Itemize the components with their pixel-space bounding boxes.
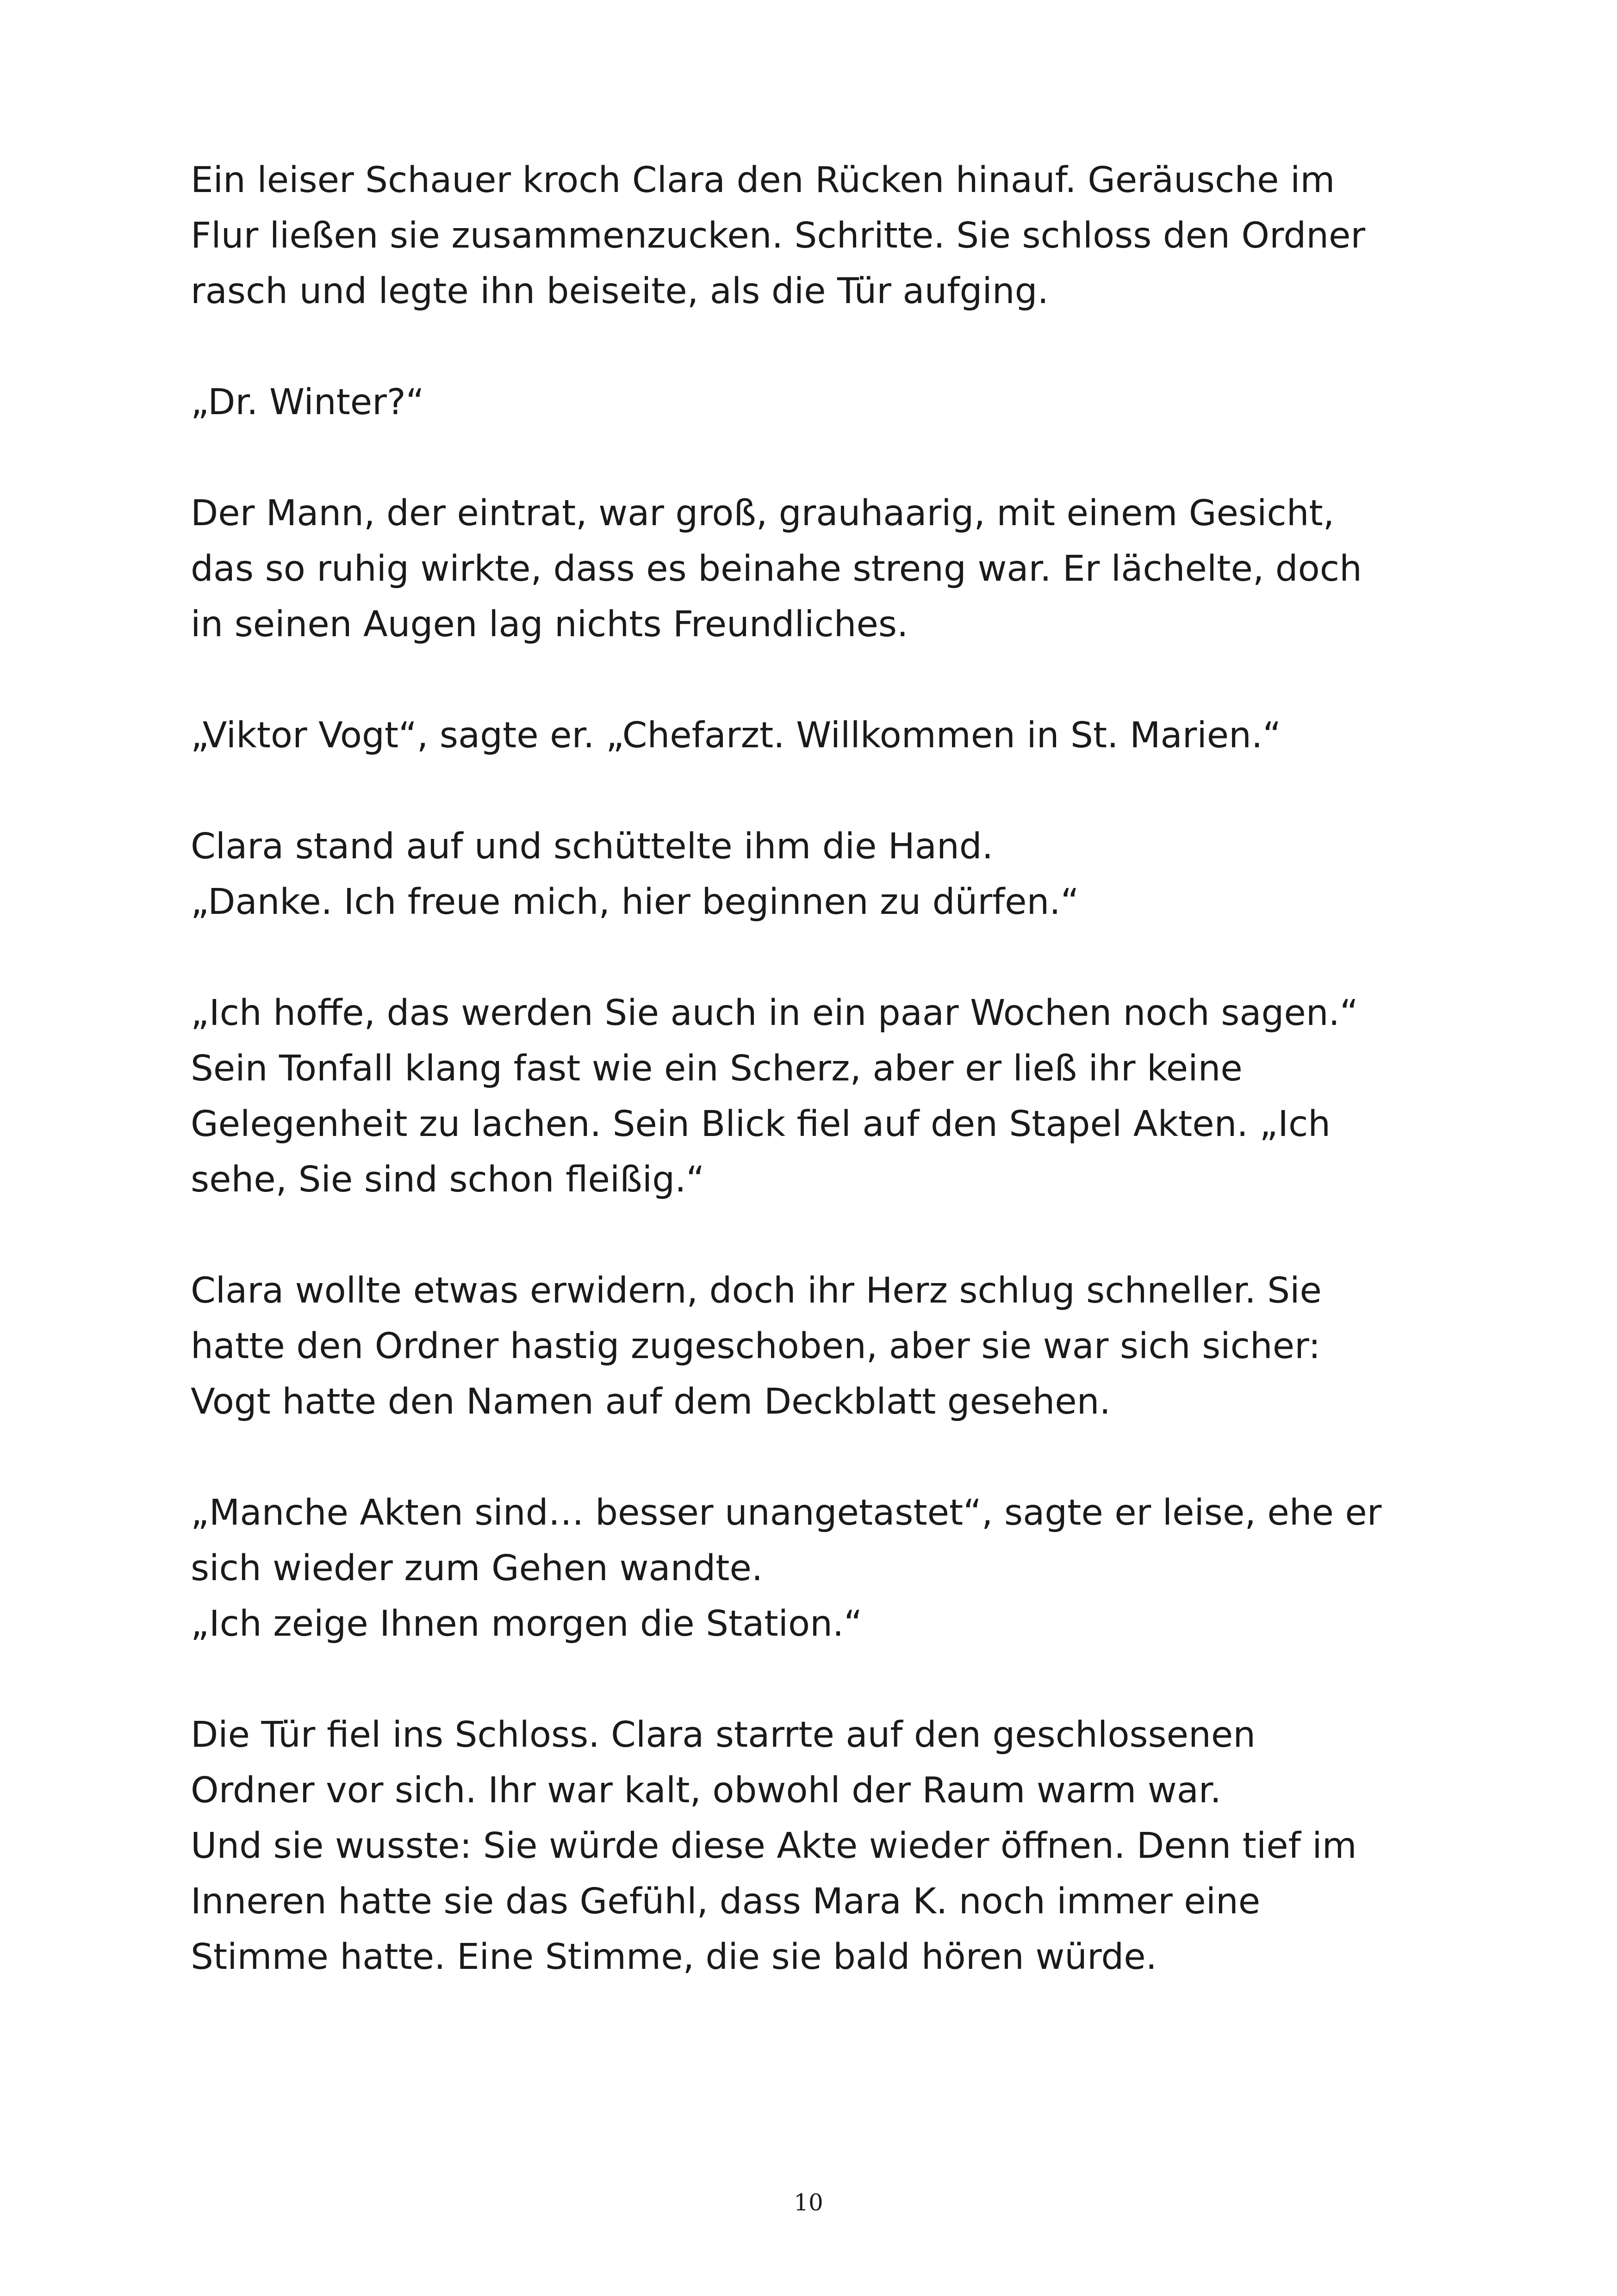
- text-line: Vogt hatte den Namen auf dem Deckblatt gesehen.: [191, 1381, 1111, 1422]
- text-line: „Ich hoffe, das werden Sie auch in ein paar Wochen noch sagen.“: [191, 993, 1358, 1034]
- paragraph: [191, 153, 1440, 319]
- text-line: „Ich zeige Ihnen morgen die Station.“: [191, 1603, 863, 1644]
- text-line: Stimme hatte. Eine Stimme, die sie bald hören würde.: [191, 1936, 1157, 1978]
- text-line: Sein Tonfall klang fast wie ein Scherz, aber er ließ ihr keine: [191, 1048, 1243, 1089]
- text-line: rasch und legte ihn beiseite, als die Tür aufging.: [191, 271, 1049, 312]
- text-line: „Manche Akten sind… besser unangetastet“, sagte er leise, ehe er: [191, 1492, 1382, 1533]
- text-line: „Viktor Vogt“, sagte er. „Chefarzt. Willkommen in St. Marien.“: [191, 715, 1281, 756]
- text-line: Ein leiser Schauer kroch Clara den Rücken hinauf. Geräusche im: [191, 160, 1335, 201]
- text-line: das so ruhig wirkte, dass es beinahe streng war. Er lächelte, doch: [191, 548, 1362, 590]
- paragraph: [191, 1263, 1440, 1430]
- text-line: in seinen Augen lag nichts Freundliches.: [191, 604, 908, 645]
- text-line: Und sie wusste: Sie würde diese Akte wieder öffnen. Denn tief im: [191, 1825, 1357, 1867]
- text-line: Clara stand auf und schüttelte ihm die Hand.: [191, 826, 994, 867]
- paragraph: [191, 1485, 1440, 1652]
- text-line: Flur ließen sie zusammenzucken. Schritte. Sie schloss den Ordner: [191, 215, 1366, 256]
- text-line: Der Mann, der eintrat, war groß, grauhaarig, mit einem Gesicht,: [191, 493, 1335, 534]
- text-line: Clara wollte etwas erwidern, doch ihr Herz schlug schneller. Sie: [191, 1270, 1322, 1311]
- body-text: [191, 153, 1440, 2041]
- text-line: sehe, Sie sind schon fleißig.“: [191, 1159, 705, 1200]
- paragraph: [191, 986, 1440, 1208]
- text-line: „Dr. Winter?“: [191, 382, 424, 423]
- text-line: Ordner vor sich. Ihr war kalt, obwohl der Raum warm war.: [191, 1770, 1221, 1811]
- text-line: Die Tür fiel ins Schloss. Clara starrte auf den geschlossenen: [191, 1714, 1256, 1756]
- text-line: hatte den Ordner hastig zugeschoben, aber sie war sich sicher:: [191, 1326, 1321, 1367]
- paragraph: [191, 708, 1440, 763]
- paragraph: [191, 375, 1440, 430]
- text-line: Inneren hatte sie das Gefühl, dass Mara K. noch immer eine: [191, 1881, 1261, 1922]
- text-line: sich wieder zum Gehen wandte.: [191, 1548, 763, 1589]
- paragraph: [191, 1707, 1440, 1985]
- text-line: „Danke. Ich freue mich, hier beginnen zu dürfen.“: [191, 881, 1079, 923]
- text-line: Gelegenheit zu lachen. Sein Blick fiel auf den Stapel Akten. „Ich: [191, 1104, 1331, 1145]
- paragraph: [191, 486, 1440, 652]
- page-number: 10: [794, 2189, 823, 2216]
- paragraph: [191, 819, 1440, 930]
